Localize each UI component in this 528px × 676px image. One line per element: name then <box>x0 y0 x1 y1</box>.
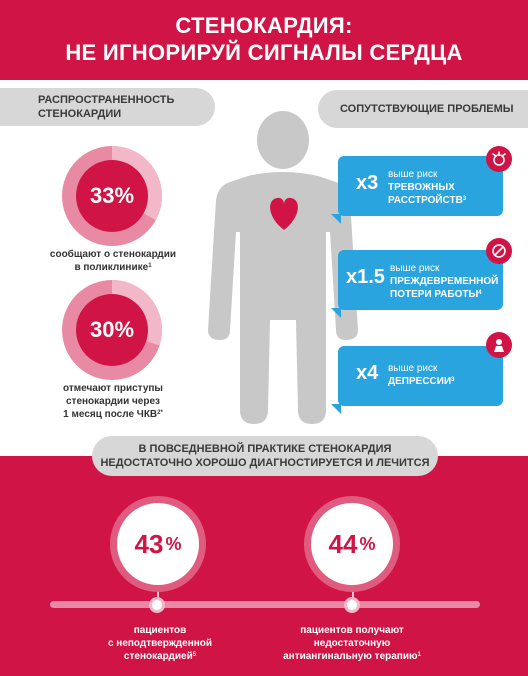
risk-multiplier: x1.5 <box>346 266 385 288</box>
diagnosis-stat-2-value: 44 <box>328 528 358 559</box>
risk-text <box>388 362 498 388</box>
diag-2-footnote-ref: 1 <box>417 652 421 658</box>
bubble-tail <box>331 404 341 414</box>
risk-bubble-work-loss <box>338 250 503 310</box>
prevalence-stat-2-caption <box>40 382 186 421</box>
depression-icon <box>486 332 512 358</box>
diagnosis-stat-1-circle <box>110 496 206 592</box>
prevalence-stat-1-value: 33% <box>89 183 135 208</box>
diagnosis-heading-line-1: В ПОВСЕДНЕВНОЙ ПРАКТИКЕ СТЕНОКАРДИЯ <box>138 443 392 455</box>
diag-1-caption-line-1: пациентов <box>133 625 187 636</box>
prevalence-stat-2-value: 30% <box>89 317 135 342</box>
risk-label: выше риск <box>388 169 438 180</box>
diag-1-caption-line-3: стенокардией <box>123 651 193 662</box>
risk-line-1: ДЕПРЕССИИ <box>388 376 452 387</box>
diagnosis-stat-2-circle <box>304 496 400 592</box>
risk-multiplier: x3 <box>356 172 379 194</box>
stat-1-caption-line-1: сообщают о стенокардии <box>49 249 177 260</box>
risk-multiplier: x4 <box>356 362 379 384</box>
prevalence-stat-1-caption <box>40 248 186 274</box>
timeline-dot-1 <box>149 597 165 613</box>
risk-line-2: РАССТРОЙСТВ <box>388 195 463 206</box>
stat-1-caption-line-2: в поликлинике <box>74 262 149 273</box>
anxiety-icon <box>486 146 512 172</box>
prevalence-stat-2-circle <box>62 280 162 380</box>
risk-footnote-ref: 3 <box>462 196 467 202</box>
work-loss-icon <box>486 238 512 264</box>
risk-bubble-anxiety <box>338 156 503 216</box>
diagnosis-stat-2-caption <box>262 624 442 663</box>
prevalence-stat-1-circle <box>62 146 162 246</box>
related-problems-heading-text: СОПУТСТВУЮЩИЕ ПРОБЛЕМЫ <box>340 103 514 115</box>
bubble-tail <box>331 214 341 224</box>
diag-1-caption-line-2: с неподтвержденной <box>107 638 213 649</box>
risk-line-2: ПОТЕРИ РАБОТЫ <box>390 289 479 300</box>
stat-1-footnote-ref: 1 <box>148 263 152 269</box>
prevalence-heading-line-2: СТЕНОКАРДИИ <box>38 108 122 120</box>
diagnosis-stat-2-unit: % <box>359 533 376 554</box>
prevalence-heading-line-1: РАСПРОСТРАНЕННОСТЬ <box>38 94 175 106</box>
diag-1-footnote-ref: 5 <box>192 652 197 658</box>
risk-line-1: ПРЕЖДЕВРЕМЕННОЙ <box>390 276 499 287</box>
bubble-tail <box>331 308 341 318</box>
risk-bubble-depression <box>338 346 503 406</box>
timeline-bar <box>50 601 480 608</box>
title-line-1: СТЕНОКАРДИЯ: <box>175 13 353 38</box>
risk-text <box>388 168 498 207</box>
title-line-2: НЕ ИГНОРИРУЙ СИГНАЛЫ СЕРДЦА <box>65 40 463 65</box>
timeline-dot-2 <box>344 597 360 613</box>
diag-2-caption-line-3: антиангинальную терапию <box>283 651 418 662</box>
risk-line-1: ТРЕВОЖНЫХ <box>388 182 455 193</box>
risk-footnote-ref: 4 <box>478 290 482 296</box>
risk-text <box>390 262 500 301</box>
diag-2-caption-line-1: пациентов получают <box>300 625 404 636</box>
stat-2-footnote-ref: 2* <box>157 410 163 416</box>
diagnosis-stat-1-unit: % <box>165 533 182 554</box>
diagnosis-heading-line-2: НЕДОСТАТОЧНО ХОРОШО ДИАГНОСТИРУЕТСЯ И ЛЕЧИТСЯ <box>100 457 430 469</box>
risk-label: выше риск <box>390 263 440 274</box>
diagnosis-stat-1-caption <box>80 624 240 663</box>
stat-2-caption-line-3: 1 месяц после ЧКВ <box>63 409 158 420</box>
stat-2-caption-line-2: стенокардии через <box>65 396 161 407</box>
diag-2-caption-line-2: недостаточную <box>313 638 391 649</box>
risk-label: выше риск <box>388 363 438 374</box>
diagnosis-stat-1-value: 43 <box>134 528 164 559</box>
figure-head <box>257 111 309 169</box>
stat-2-caption-line-1: отмечают приступы <box>63 383 163 394</box>
diagnosis-heading <box>92 436 438 476</box>
risk-footnote-ref: 3 <box>451 377 455 383</box>
